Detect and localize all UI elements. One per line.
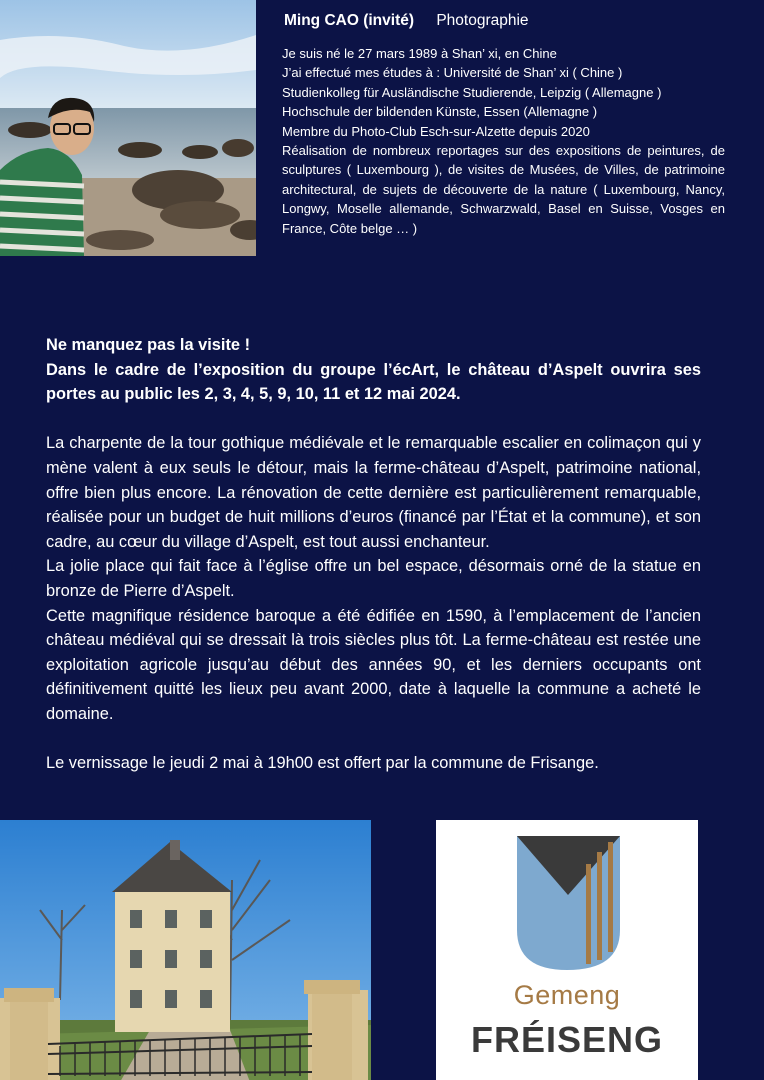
paragraph-place: La jolie place qui fait face à l’église offre un bel espace, désormais orné de la statue en bronze de Pierre d’Aspelt. [46, 557, 701, 600]
frisange-emblem-icon [436, 820, 698, 980]
logo-text-gemeng: Gemeng [513, 980, 621, 1010]
bio-line: J’ai effectué mes études à : Université de Shan’ xi ( Chine ) [282, 65, 623, 81]
castle-photo [0, 820, 371, 1080]
artist-name: Ming CAO (invité) [284, 12, 415, 29]
headline: Ne manquez pas la visite ! [46, 336, 251, 354]
bio-header [284, 12, 725, 30]
artist-role: Photographie [436, 12, 529, 29]
bio-line: Membre du Photo-Club Esch-sur-Alzette depuis 2020 [282, 123, 590, 139]
announcement: Dans le cadre de l’exposition du groupe l’écArt, le château d’Aspelt ouvrira ses portes au public les 2, 3, 4, 5, 9, 10, 11 et 12 mai 2024. [46, 360, 701, 404]
bio-paragraph: Réalisation de nombreux reportages sur des expositions de peintures, de sculptures ( Luxembourg ), de visites de Musées, de Villes, de patrimoine architectural, de sujets de découverte de la nature ( Luxembourg, Nancy, Longwy, Moselle allemande, Schwarzwald, Basel en Suisse, Vosges en France, Côte belge … ) [282, 143, 725, 236]
bio-line: Studienkolleg für Ausländische Studierende, Leipzig ( Allemagne ) [282, 84, 662, 100]
commune-logo [436, 820, 698, 1080]
logo-text-freiseng: FRÉISENG [470, 1019, 664, 1060]
bio-text [282, 44, 725, 238]
bio-line: Hochschule der bildenden Künste, Essen (Allemagne ) [282, 104, 598, 120]
bio-section [282, 12, 725, 238]
paragraph-vernissage: Le vernissage le jeudi 2 mai à 19h00 est offert par la commune de Frisange. [46, 754, 599, 773]
paragraph-residence: Cette magnifique résidence baroque a été édifiée en 1590, à l’emplacement de l’ancien château médiéval qui se dressait là trois siècles plus tôt. La ferme-château est restée une exploitation agricole jusqu’au début des années 90, et les derniers occupants ont définitivement quitté les lieux peu avant 2000, date à laquelle la commune a acheté le domaine. [46, 606, 701, 723]
article [46, 333, 701, 776]
paragraph-charpente: La charpente de la tour gothique médiévale et le remarquable escalier en colimaçon qui y mène valent à eux seuls le détour, mais la ferme-château d’Aspelt, patrimoine national, offre bien plus encore. La rénovation de cette dernière est particulièrement remarquable, réalisée pour un budget de huit millions d’euros (financé par l’État et la commune), et son cadre, au cœur du village d’Aspelt, est tout aussi enchanteur. [46, 434, 701, 551]
bio-line: Je suis né le 27 mars 1989 à Shan’ xi, en Chine [282, 46, 557, 61]
portrait-photo [0, 0, 256, 256]
